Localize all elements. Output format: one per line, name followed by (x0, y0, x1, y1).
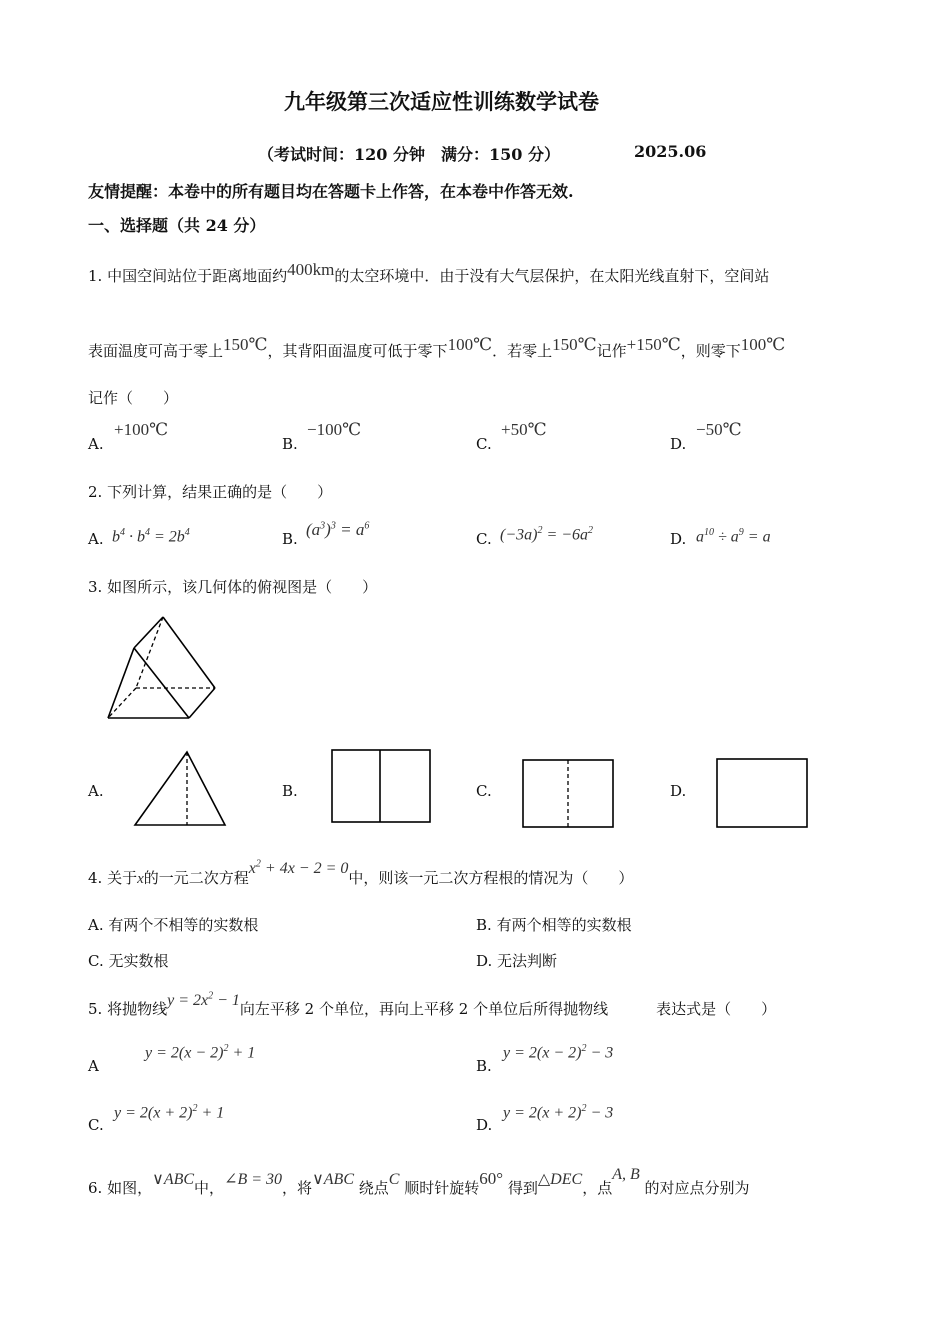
q5-stem: 5. 将抛物线$y = 2x^2 - 1$向左平移 2 个单位，再向上平移 2 个单位后所得抛物线 表达式是（ ） (88, 990, 777, 1018)
q1-line1: 1. 中国空间站位于距离地面约400km的太空环境中．由于没有大气层保护，在太阳光线直射下，空间站 (88, 260, 770, 285)
q5-option-b-label: B. (476, 1057, 492, 1075)
q1-number: 1. (88, 267, 103, 285)
q3-option-b-rect (331, 749, 432, 824)
q2-option-d-formula: $a^{10} \div a^9 = a$ (696, 527, 771, 546)
q1-option-c-value: +50℃ (501, 420, 547, 439)
q5-option-d-label: D. (476, 1116, 493, 1134)
page-title: 九年级第三次适应性训练数学试卷 (284, 89, 599, 114)
q5-option-c-formula: $y = 2(x + 2)^2 + 1$ (114, 1103, 225, 1122)
exam-info: （考试时间：120 分钟 满分：150 分） (258, 145, 560, 164)
q1-option-a-label: A. (88, 435, 104, 453)
q6-stem: 6. 如图，∨ABC中，∠B = 30，将∨ABC 绕点C 顺时针旋转60° 得到△DEC，点A, B 的对应点分别为 (88, 1166, 750, 1197)
q4-stem: 4. 关于x的一元二次方程$x^2 + 4x - 2 = 0$中，则该一元二次方程根的情况为（ ） (88, 858, 634, 887)
q2-option-c-label: C. (476, 530, 492, 548)
q4-equation: $x^2 + 4x - 2 = 0$ (248, 858, 349, 877)
q1-option-b-label: B. (282, 435, 298, 453)
q4-option-c: C. 无实数根 (88, 952, 169, 970)
prism-figure (100, 612, 225, 724)
q3-option-b-label: B. (282, 782, 298, 800)
q3-option-d-rect (716, 758, 809, 829)
q5-option-a-label: A (88, 1057, 99, 1075)
q2-option-b-label: B. (282, 530, 298, 548)
q3-option-a-label: A. (88, 782, 104, 800)
q3-option-c-rect (522, 759, 615, 829)
q2-option-c-formula: $(-3a)^2 = -6a^2$ (500, 525, 594, 544)
q1-option-d-label: D. (670, 435, 687, 453)
q4-option-d: D. 无法判断 (476, 952, 558, 970)
q5-option-d-formula: $y = 2(x + 2)^2 - 3$ (503, 1103, 614, 1122)
q3-option-c-label: C. (476, 782, 492, 800)
q5-option-a-formula: $y = 2(x - 2)^2 + 1$ (145, 1043, 256, 1062)
q2-option-a-formula: $b^4 \cdot b^4 = 2b^4$ (112, 527, 190, 546)
q3-option-a-triangle (133, 750, 228, 828)
section-heading: 一、选择题（共 24 分） (88, 216, 266, 235)
q1-line3: 记作（ ） (88, 389, 179, 407)
q4-option-a: A. 有两个不相等的实数根 (88, 916, 259, 934)
q2-option-a-label: A. (88, 530, 104, 548)
exam-date: 2025.06 (634, 142, 707, 161)
q2-option-b-formula: $(a^3)^3 = a^6$ (306, 520, 370, 539)
reminder: 友情提醒：本卷中的所有题目均在答题卡上作答，在本卷中作答无效. (88, 182, 574, 201)
q1-option-d-value: −50℃ (696, 420, 742, 439)
q5-option-b-formula: $y = 2(x - 2)^2 - 3$ (503, 1043, 614, 1062)
q4-option-b: B. 有两个相等的实数根 (476, 916, 632, 934)
q3-option-d-label: D. (670, 782, 687, 800)
q1-line2: 表面温度可高于零上150℃，其背阳面温度可低于零下100℃．若零上150℃记作+150℃，则零下100℃ (88, 335, 786, 360)
q2-stem: 2. 下列计算，结果正确的是（ ） (88, 483, 333, 501)
q5-function: $y = 2x^2 - 1$ (167, 990, 240, 1009)
q1-option-c-label: C. (476, 435, 492, 453)
q2-option-d-label: D. (670, 530, 687, 548)
q3-stem: 3. 如图所示，该几何体的俯视图是（ ） (88, 578, 378, 596)
q1-option-a-value: +100℃ (114, 420, 169, 439)
q1-option-b-value: −100℃ (307, 420, 362, 439)
q5-option-c-label: C. (88, 1116, 104, 1134)
